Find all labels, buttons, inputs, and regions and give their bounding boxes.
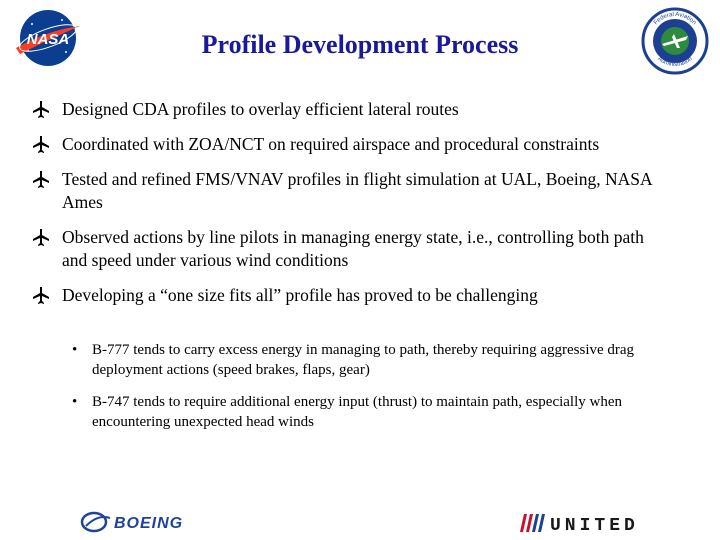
bullet-list	[30, 98, 670, 319]
sub-bullet-list	[72, 340, 652, 444]
sub-bullet-text: B-777 tends to carry excess energy in managing to path, thereby requiring aggressive drag deployment actions (speed brakes, flaps, gear)	[92, 342, 635, 378]
airplane-bullet-icon	[30, 98, 52, 120]
united-wordmark: UNITED	[550, 516, 639, 534]
bullet-text: Coordinated with ZOA/NCT on required airspace and procedural constraints	[62, 134, 600, 154]
airplane-bullet-icon	[30, 133, 52, 155]
faa-seal-logo	[640, 6, 710, 76]
sub-bullet-item	[72, 340, 652, 380]
airplane-bullet-icon	[30, 168, 52, 190]
bullet-item	[30, 168, 670, 214]
bullet-text: Developing a “one size fits all” profile has proved to be challenging	[62, 285, 538, 305]
faa-seal-top-text: Federal Aviation	[653, 11, 697, 27]
airplane-bullet-icon	[30, 226, 52, 248]
bullet-item	[30, 226, 670, 272]
bullet-item	[30, 98, 670, 121]
bullet-text: Observed actions by line pilots in managing energy state, i.e., controlling both path and speed under various wind conditions	[62, 227, 644, 270]
sub-bullet-dot: •	[72, 394, 78, 410]
nasa-wordmark: NASA	[26, 31, 70, 48]
bullet-text: Tested and refined FMS/VNAV profiles in flight simulation at UAL, Boeing, NASA Ames	[62, 169, 652, 212]
boeing-wordmark: BOEING	[114, 515, 184, 532]
faa-seal-bottom-text: Administration	[656, 55, 694, 69]
sub-bullet-text: B-747 tends to require additional energy input (thrust) to maintain path, especially when encountering unexpected head winds	[92, 394, 623, 430]
slide-title: Profile Development Process	[201, 30, 519, 59]
sub-bullet-dot: •	[72, 342, 78, 358]
bullet-text: Designed CDA profiles to overlay efficient lateral routes	[62, 99, 459, 119]
united-logo	[518, 510, 648, 534]
airplane-bullet-icon	[30, 284, 52, 306]
boeing-logo	[80, 508, 220, 536]
bullet-item	[30, 133, 670, 156]
bullet-item	[30, 284, 670, 307]
sub-bullet-item	[72, 392, 652, 432]
